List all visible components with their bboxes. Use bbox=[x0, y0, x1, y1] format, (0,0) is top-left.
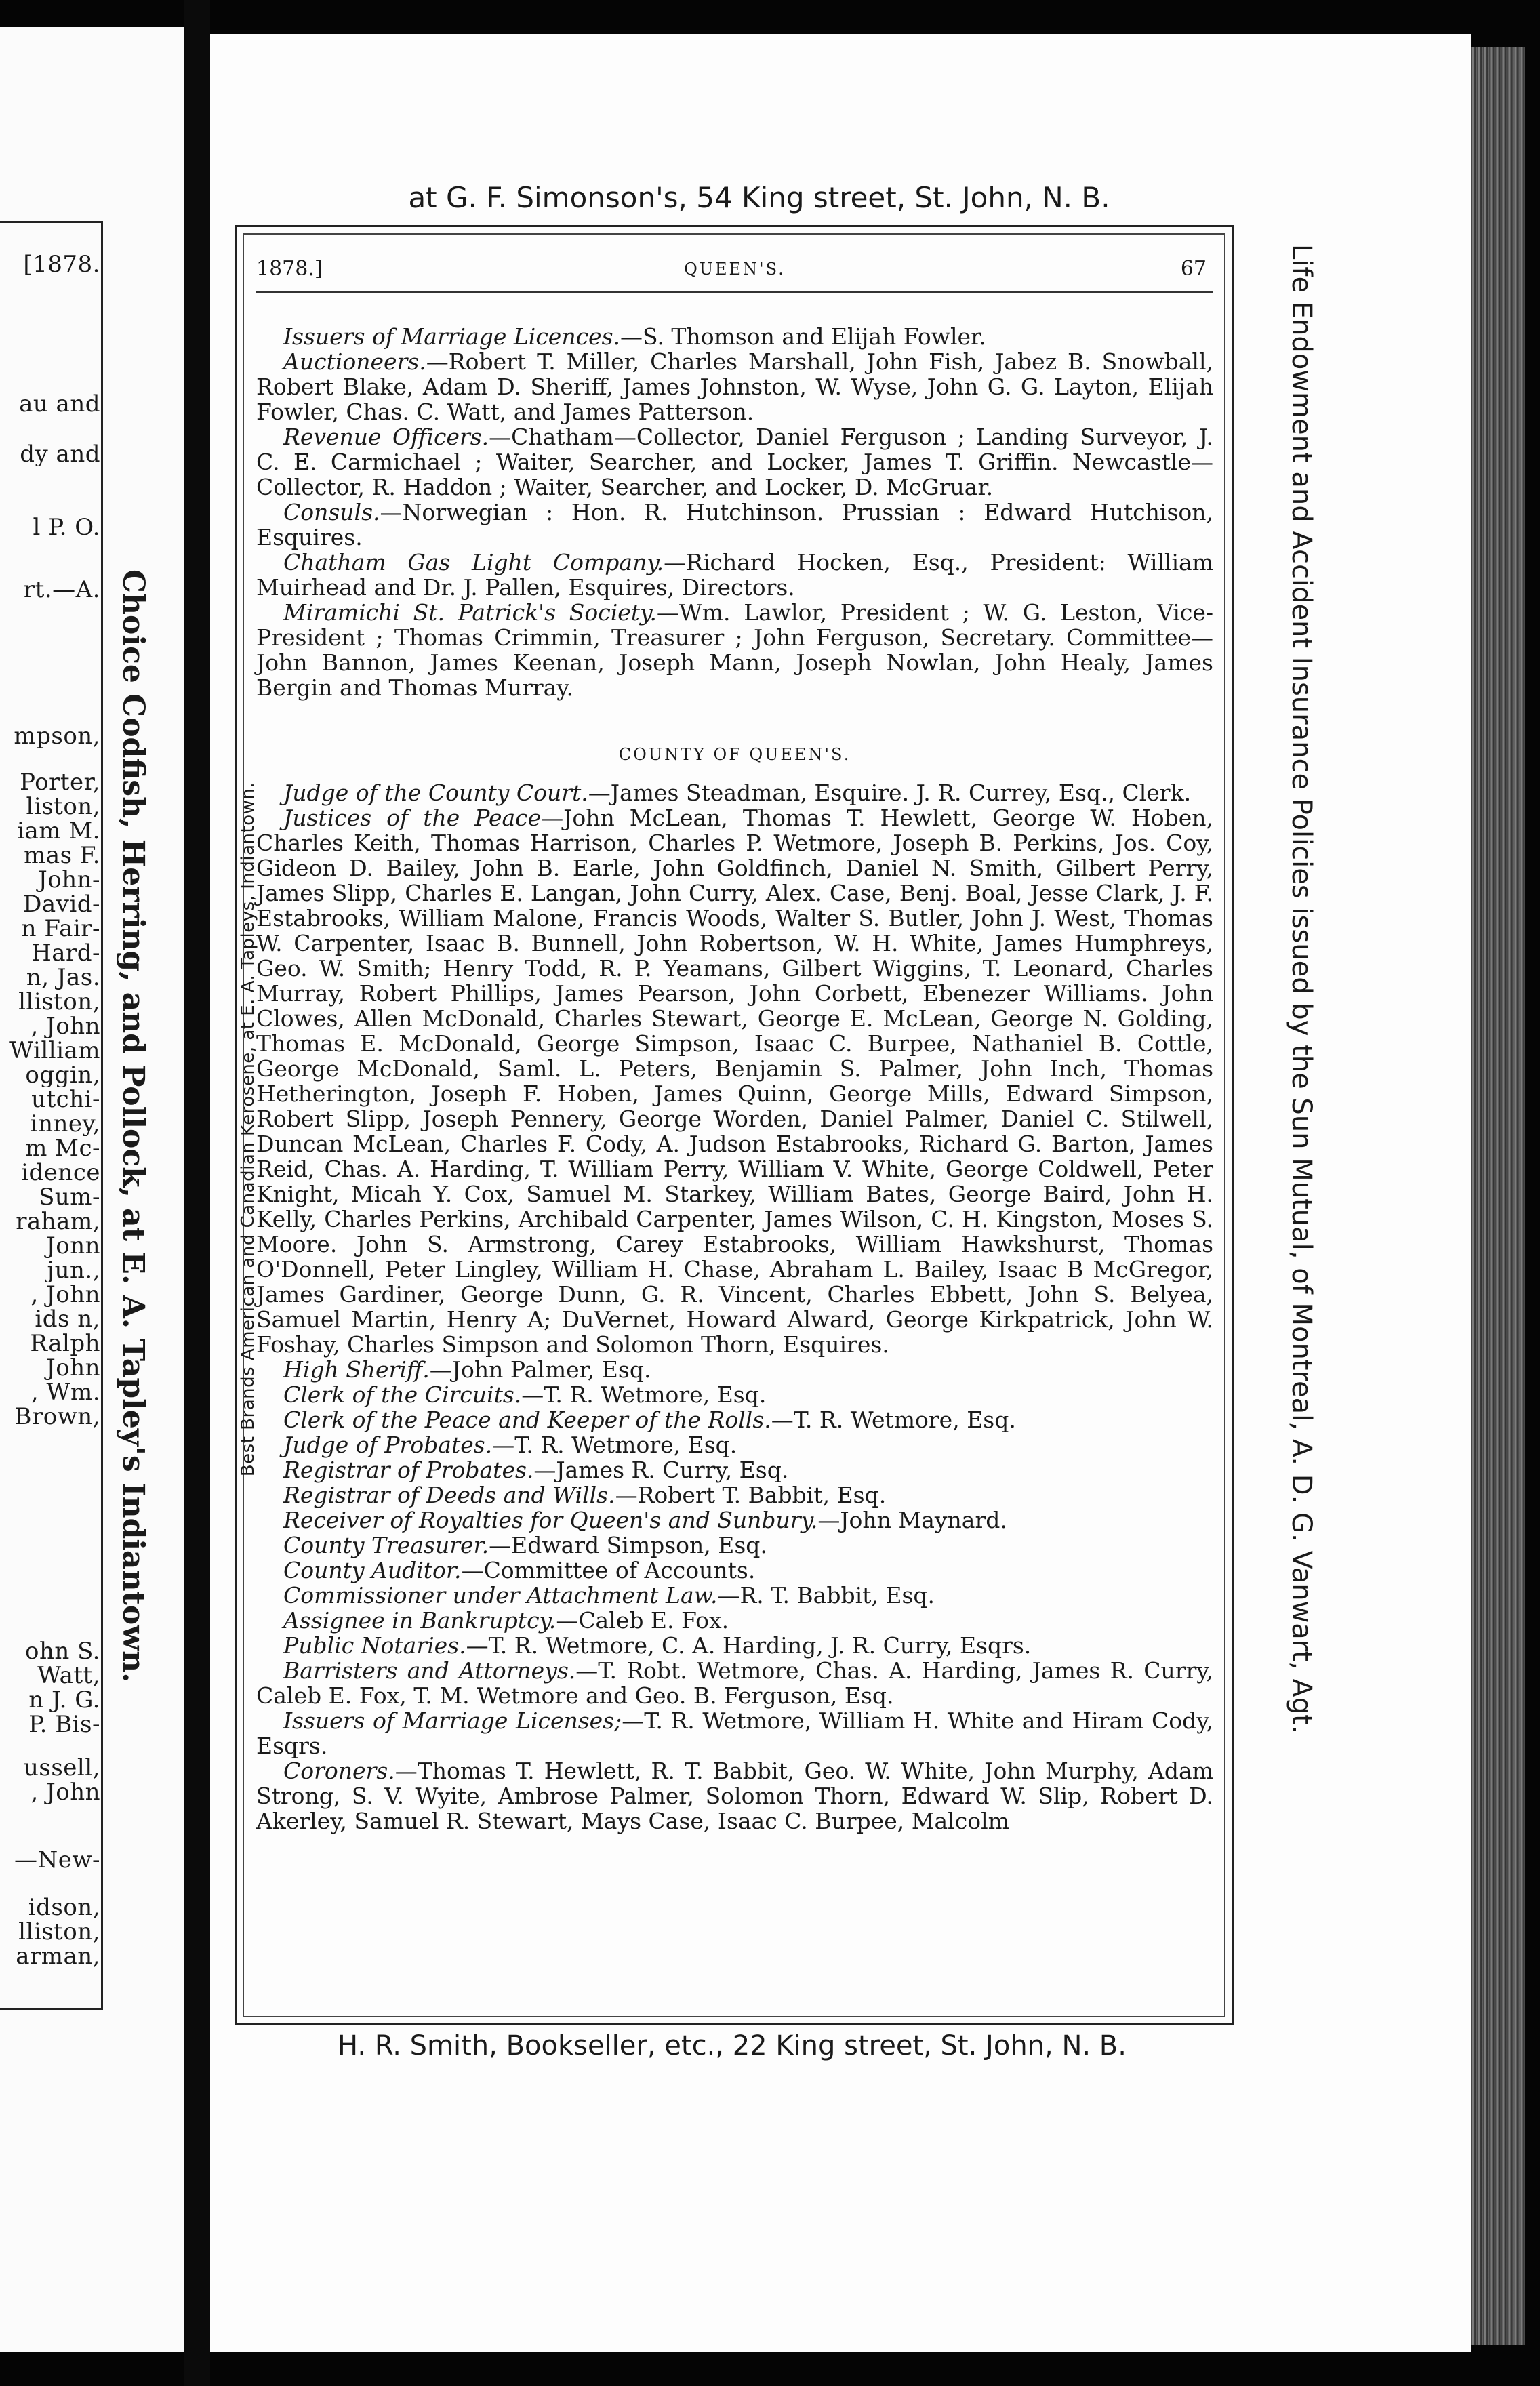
left-page-fragment: Jonn bbox=[46, 1234, 100, 1258]
entry-text: —Chatham—Collector, Daniel Ferguson ; Landing Surveyor, J. C. E. Carmichael ; Waiter, Searcher, and Locker, James T. Griffin. Newcastle—Collector, R. Haddon ; Waiter, Searcher, and Locker, D. McGruar. bbox=[256, 424, 1213, 500]
entry-heading: Public Notaries. bbox=[283, 1632, 466, 1659]
entry-text: —T. R. Wetmore, William H. White and Hiram Cody, Esqrs. bbox=[256, 1707, 1213, 1759]
left-page-fragment: oggin, bbox=[25, 1063, 100, 1087]
left-vertical-ad: Choice Codfish, Herring, and Pollock, at E. A. Tapley's Indiantown. bbox=[116, 569, 150, 1683]
entry-text: —Robert T. Miller, Charles Marshall, John Fish, Jabez B. Snowball, Robert Blake, Adam D. Sheriff, James Johnston, W. Wyse, John G. G. Layton, Elijah Fowler, Chas. C. Watt, and James Patterson. bbox=[256, 348, 1213, 425]
directory-entry bbox=[256, 1558, 1213, 1583]
entry-heading: Coroners. bbox=[283, 1758, 395, 1784]
directory-entry bbox=[256, 1357, 1213, 1382]
left-page-fragment: raham, bbox=[16, 1209, 100, 1234]
directory-entry bbox=[256, 805, 1213, 1357]
left-page-fragment: n Fair- bbox=[21, 916, 100, 941]
left-page-fragment: iam M. bbox=[17, 819, 100, 843]
book-gutter bbox=[184, 0, 210, 2386]
left-page-fragment: idence bbox=[21, 1160, 100, 1185]
entries-county bbox=[256, 780, 1213, 1834]
entry-heading: Issuers of Marriage Licences. bbox=[283, 323, 621, 350]
left-page-fragment: rt.—A. bbox=[23, 578, 100, 602]
left-page-fragment: arman, bbox=[16, 1944, 100, 1968]
entry-text: —Caleb E. Fox. bbox=[556, 1607, 729, 1634]
left-page-fragment: dy and bbox=[20, 442, 100, 466]
directory-entry bbox=[256, 1758, 1213, 1834]
entry-text: —T. R. Wetmore, Esq. bbox=[492, 1432, 737, 1458]
entry-heading: Issuers of Marriage Licenses; bbox=[283, 1707, 622, 1734]
left-running-head: [1878. bbox=[23, 252, 100, 277]
entry-heading: Auctioneers. bbox=[283, 348, 426, 375]
directory-entry bbox=[256, 1533, 1213, 1558]
directory-entry bbox=[256, 1382, 1213, 1407]
left-page-fragment: au and bbox=[19, 392, 100, 416]
left-page-fragment: , John bbox=[31, 1014, 100, 1038]
left-page-fragment: mas F. bbox=[24, 843, 100, 868]
entry-text: —Norwegian : Hon. R. Hutchinson. Prussian : Edward Hutchison, Esquires. bbox=[256, 499, 1213, 550]
left-page-fragment: ohn S. bbox=[25, 1639, 100, 1663]
left-page-fragment: Porter, bbox=[20, 770, 100, 794]
entry-heading: Commissioner under Attachment Law. bbox=[283, 1582, 718, 1609]
entry-text: —Thomas T. Hewlett, R. T. Babbit, Geo. W. White, John Murphy, Adam Strong, S. V. Wyite, Ambrose Palmer, Solomon Thorn, Edward W. Slip, Robert D. Akerley, Samuel R. Stewart, Mays Case, Isaac C. Burpee, Malcolm bbox=[256, 1758, 1213, 1834]
directory-entry bbox=[256, 349, 1213, 424]
running-head-title: QUEEN'S. bbox=[684, 260, 786, 279]
directory-entry bbox=[256, 424, 1213, 500]
left-page-fragment: l P. O. bbox=[33, 515, 100, 540]
bottom-advertisement: H. R. Smith, Bookseller, etc., 22 King street, St. John, N. B. bbox=[338, 2030, 1127, 2061]
left-page-fragment: , John bbox=[31, 1282, 100, 1307]
left-page-fragment: Brown, bbox=[14, 1404, 100, 1429]
directory-entry bbox=[256, 1708, 1213, 1758]
entry-heading: Assignee in Bankruptcy. bbox=[283, 1607, 556, 1634]
entry-heading: Registrar of Deeds and Wills. bbox=[283, 1482, 615, 1508]
inner-vertical-ad: Best Brands American and Canadian Kerosene, at E. A. Tapleys, Indiantown. bbox=[238, 782, 258, 1477]
directory-entry bbox=[256, 780, 1213, 805]
entry-heading: Justices of the Peace bbox=[283, 805, 542, 831]
entry-text: —Robert T. Babbit, Esq. bbox=[615, 1482, 887, 1508]
left-page-fragment: Sum- bbox=[39, 1185, 100, 1209]
left-page-fragment: John bbox=[46, 1356, 100, 1380]
left-page-fragment: m Mc- bbox=[25, 1136, 100, 1160]
entry-heading: Judge of the County Court. bbox=[283, 780, 588, 806]
entry-text: —James Steadman, Esquire. J. R. Currey, Esq., Clerk. bbox=[588, 780, 1192, 806]
entry-heading: Chatham Gas Light Company. bbox=[283, 549, 664, 575]
entry-text: —T. R. Wetmore, Esq. bbox=[771, 1407, 1016, 1433]
left-page-fragment: liston, bbox=[26, 794, 100, 819]
entry-heading: Registrar of Probates. bbox=[283, 1457, 534, 1483]
running-head-year: 1878.] bbox=[256, 257, 323, 281]
entry-text: —Wm. Lawlor, President ; W. G. Leston, Vice- President ; Thomas Crimmin, Treasurer ; John Ferguson, Secretary. Committee—John Bannon, James Keenan, Joseph Mann, Joseph Nowlan, John Healy, James Bergin and Thomas Murray. bbox=[256, 599, 1213, 701]
entry-text: —James R. Curry, Esq. bbox=[533, 1457, 789, 1483]
entry-heading: Receiver of Royalties for Queen's and Sunbury. bbox=[283, 1507, 818, 1533]
entry-heading: Judge of Probates. bbox=[283, 1432, 493, 1458]
entry-text: —T. Robt. Wetmore, Chas. A. Harding, James R. Curry, Caleb E. Fox, T. M. Wetmore and Geo. B. Ferguson, Esq. bbox=[256, 1657, 1213, 1709]
left-page-fragment: , John bbox=[31, 1780, 100, 1804]
directory-entry bbox=[256, 1583, 1213, 1608]
entries-top bbox=[256, 324, 1213, 700]
entry-heading: Barristers and Attorneys. bbox=[283, 1657, 576, 1684]
page-edges bbox=[1471, 47, 1525, 2345]
directory-entry bbox=[256, 1633, 1213, 1658]
entry-text: —John Palmer, Esq. bbox=[429, 1356, 651, 1383]
entry-heading: Consuls. bbox=[283, 499, 380, 525]
entry-text: —John Maynard. bbox=[817, 1507, 1007, 1533]
directory-entry bbox=[256, 1508, 1213, 1533]
entry-heading: Clerk of the Circuits. bbox=[283, 1381, 522, 1408]
entry-text: —Edward Simpson, Esq. bbox=[489, 1532, 767, 1558]
left-page-fragment: n J. G. bbox=[28, 1688, 100, 1712]
left-page-fragment: , Wm. bbox=[31, 1380, 100, 1404]
left-page-fragment: utchi- bbox=[31, 1087, 100, 1112]
entry-heading: Revenue Officers. bbox=[283, 424, 489, 450]
entry-text: —Richard Hocken, Esq., President: William Muirhead and Dr. J. Pallen, Esquires, Directors. bbox=[256, 549, 1213, 601]
left-page-fragment: mpson, bbox=[14, 724, 100, 748]
entry-text: —T. R. Wetmore, C. A. Harding, J. R. Curry, Esqrs. bbox=[466, 1632, 1032, 1659]
running-head bbox=[256, 245, 1213, 293]
entry-text: —Committee of Accounts. bbox=[461, 1557, 756, 1583]
left-page-fragment: David- bbox=[23, 892, 100, 916]
left-page-fragment: jun., bbox=[47, 1258, 100, 1282]
section-title: COUNTY OF QUEEN'S. bbox=[618, 745, 851, 764]
left-page-fragment: idson, bbox=[28, 1895, 100, 1920]
directory-entry bbox=[256, 324, 1213, 349]
entry-text: —S. Thomson and Elijah Fowler. bbox=[620, 323, 986, 350]
directory-entry bbox=[256, 500, 1213, 550]
entry-text: —T. R. Wetmore, Esq. bbox=[521, 1381, 767, 1408]
page-number: 67 bbox=[1180, 257, 1207, 281]
left-page-fragment: Ralph bbox=[30, 1331, 100, 1356]
left-page-fragment: n, Jas. bbox=[26, 965, 100, 990]
entry-text: —R. T. Babbit, Esq. bbox=[717, 1582, 935, 1609]
left-page-fragment: —New- bbox=[14, 1848, 100, 1872]
directory-entry bbox=[256, 600, 1213, 700]
left-page-fragment: Hard- bbox=[31, 941, 100, 965]
entry-heading: County Treasurer. bbox=[283, 1532, 489, 1558]
directory-entry bbox=[256, 1658, 1213, 1708]
directory-entry bbox=[256, 1432, 1213, 1457]
directory-entry bbox=[256, 1482, 1213, 1508]
left-page-fragment: William bbox=[9, 1038, 100, 1063]
entry-heading: Miramichi St. Patrick's Society. bbox=[283, 599, 657, 626]
left-page-fragment: ussell, bbox=[24, 1756, 100, 1780]
entry-heading: County Auditor. bbox=[283, 1557, 462, 1583]
directory-entry bbox=[256, 1407, 1213, 1432]
left-page-fragment: inney, bbox=[30, 1112, 100, 1136]
directory-entry bbox=[256, 1457, 1213, 1482]
right-vertical-ad: Life Endowment and Accident Insurance Policies issued by the Sun Mutual, of Montreal, A. D. G. Vanwart, Agt. bbox=[1286, 244, 1317, 1734]
left-page-fragment: P. Bis- bbox=[28, 1712, 100, 1737]
left-page-fragment: ids n, bbox=[35, 1307, 100, 1331]
left-page-fragment: Watt, bbox=[37, 1663, 100, 1688]
left-page-fragment: John- bbox=[38, 868, 100, 892]
entry-heading: Clerk of the Peace and Keeper of the Rolls. bbox=[283, 1407, 771, 1433]
top-advertisement: at G. F. Simonson's, 54 King street, St. John, N. B. bbox=[408, 181, 1110, 214]
entry-heading: High Sheriff. bbox=[283, 1356, 430, 1383]
entry-text: —John McLean, Thomas T. Hewlett, George W. Hoben, Charles Keith, Thomas Harrison, Charles P. Wetmore, Joseph B. Perkins, Jos. Coy, Gideon D. Bailey, John B. Earle, John Goldfinch, Daniel N. Smith, Gilbert Perry, James Slipp, Charles E. Langan, John Curry, Alex. Case, Benj. Boal, Jesse Clark, J. F. Estabrooks, William Malone, Francis Woods, Walter S. Butler, John J. West, Thomas W. Carpenter, Isaac B. Bunnell, John Robertson, W. H. White, James Humphreys, Geo. W. Smith; Henry Todd, R. P. Yeamans, Gilbert Wiggins, T. Leonard, Charles Murray, Robert Phillips, James Pearson, John Corbett, Ebenezer Williams. John Clowes, Allen McDonald, Charles Stewart, George E. McLean, George N. Golding, Thomas E. McDonald, George Simpson, Isaac C. Burpee, Nathaniel B. Cottle, George McDonald, Saml. L. Peters, Benjamin S. Palmer, John Inch, Thomas Hetherington, Joseph F. Hoben, James Quinn, George Mills, Edward Simpson, Robert Slipp, Joseph Pennery, George Worden, Daniel Palmer, Daniel C. Stilwell, Duncan McLean, Charles F. Cody, A. Judson Estabrooks, Richard G. Barton, James Reid, Chas. A. Harding, T. William Perry, William V. White, George Coldwell, Peter Knight, Micah Y. Cox, Samuel M. Starkey, William Bates, George Baird, John H. Kelly, Charles Perkins, Archibald Carpenter, James Wilson, C. H. Kingston, Moses S. Moore. John S. Armstrong, Carey Estabrooks, William Hawkshurst, Thomas O'Donnell, Peter Lingley, William H. Chase, Abraham L. Bailey, Isaac B McGregor, James Gardiner, George Dunn, G. R. Vincent, Charles Ebbett, John S. Belyea, Samuel Martin, Henry A; DuVernet, Howard Alward, George Kirkpatrick, John W. Foshay, Charles Simpson and Solomon Thorn, Esquires. bbox=[256, 805, 1213, 1358]
page-content bbox=[256, 245, 1213, 1834]
left-page-fragment: lliston, bbox=[18, 990, 100, 1014]
directory-entry bbox=[256, 550, 1213, 600]
directory-entry bbox=[256, 1608, 1213, 1633]
left-page-fragment: lliston, bbox=[18, 1920, 100, 1944]
